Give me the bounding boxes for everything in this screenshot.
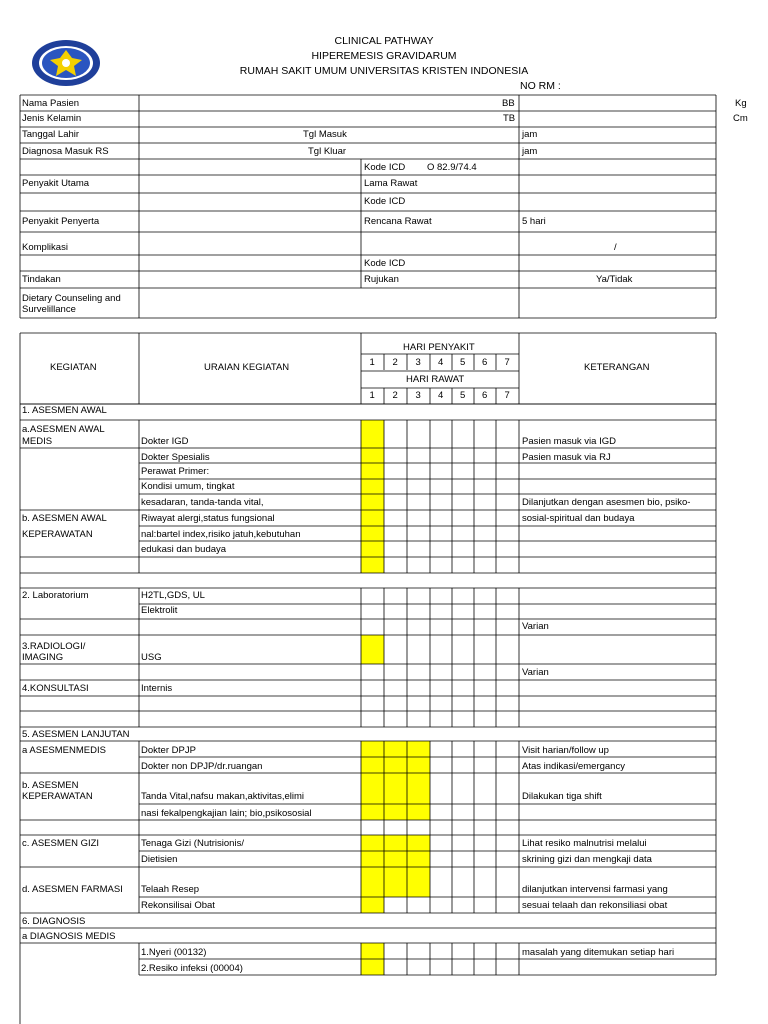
header-keterangan: KETERANGAN (584, 362, 650, 373)
highlight-cell (407, 804, 430, 820)
item-dokter-dpjp: Dokter DPJP (141, 745, 196, 756)
highlight-cell (384, 757, 407, 773)
item-kesadaran: kesadaran, tanda-tanda vital, (141, 497, 264, 508)
item-telaah-resep: Telaah Resep (141, 884, 200, 895)
label-jenis-kelamin: Jenis Kelamin (22, 113, 82, 124)
item-edukasi: edukasi dan budaya (141, 544, 227, 555)
highlight-cell (384, 851, 407, 867)
highlight-cell (407, 773, 430, 804)
day-label: 1 (369, 390, 375, 401)
no-rm-label: NO RM : (520, 80, 561, 92)
item-rekonsiliasi: Rekonsilisai Obat (141, 900, 215, 911)
highlight-cell (361, 463, 384, 479)
section-asesmen-lanjutan: 5. ASESMEN LANJUTAN (22, 729, 130, 740)
label-rencana-rawat: Rencana Rawat (364, 216, 432, 227)
item-nyeri: 1.Nyeri (00132) (141, 947, 207, 958)
section-laboratorium: 2. Laboratorium (22, 590, 89, 601)
item-riwayat: Riwayat alergi,status fungsional (141, 513, 275, 524)
label-asesmen-keperawatan-1: b. ASESMEN (22, 780, 79, 791)
day-label: 4 (438, 390, 444, 401)
day-label: 2 (392, 357, 398, 368)
label-asesmen-awal-keperawatan: b. ASESMEN AWAL (22, 513, 107, 524)
note-varian-2: Varian (522, 667, 549, 678)
highlight-cell (361, 757, 384, 773)
note-asesmen-bio: Dilanjutkan dengan asesmen bio, psiko- (522, 497, 691, 508)
label-komplikasi: Komplikasi (22, 242, 68, 253)
label-diagnosa-masuk: Diagnosa Masuk RS (22, 146, 109, 157)
label-tb: TB (503, 113, 516, 124)
highlight-cell (407, 741, 430, 757)
highlight-cell (407, 851, 430, 867)
day-label: 3 (415, 390, 421, 401)
label-jam-masuk: jam (522, 129, 538, 140)
highlight-cell (361, 897, 384, 913)
value-kode-icd: O 82.9/74.4 (427, 162, 477, 173)
section-radiologi-2: IMAGING (22, 652, 64, 663)
label-asesmen-awal-medis-1: a.ASESMEN AWAL (22, 424, 105, 435)
highlight-cell (384, 741, 407, 757)
header-kegiatan: KEGIATAN (50, 362, 97, 373)
section-asesmen-awal: 1. ASESMEN AWAL (22, 405, 107, 416)
highlight-cell (361, 835, 384, 851)
highlight-cell (407, 835, 430, 851)
note-masalah: masalah yang ditemukan setiap hari (522, 947, 675, 958)
day-label: 7 (504, 390, 510, 401)
highlight-cell (361, 635, 384, 664)
note-pasien-igd: Pasien masuk via IGD (522, 436, 616, 447)
highlight-cell (361, 494, 384, 510)
header-hari-rawat: HARI RAWAT (406, 374, 465, 385)
item-resiko-infeksi: 2.Resiko infeksi (00004) (141, 963, 243, 974)
item-dokter-igd: Dokter IGD (141, 436, 189, 447)
label-cm: Cm (733, 113, 748, 124)
section-radiologi-1: 3.RADIOLOGI/ (22, 641, 86, 652)
label-asesmen-keperawatan-2: KEPERAWATAN (22, 791, 93, 802)
item-elektrolit: Elektrolit (141, 605, 178, 616)
label-jam-keluar: jam (522, 146, 538, 157)
note-skrining: skrining gizi dan mengkaji data (522, 854, 652, 865)
day-label: 6 (482, 357, 488, 368)
highlight-cell (361, 479, 384, 494)
label-kode-icd-2: Kode ICD (364, 196, 406, 207)
highlight-cell (384, 804, 407, 820)
label-nama-pasien: Nama Pasien (22, 98, 80, 109)
label-penyakit-penyerta: Penyakit Penyerta (22, 216, 100, 227)
note-pasien-rj: Pasien masuk via RJ (522, 452, 611, 463)
section-diagnosis: 6. DIAGNOSIS (22, 916, 86, 927)
highlight-cell (384, 867, 407, 897)
label-rujukan: Rujukan (364, 274, 399, 285)
item-dokter-non-dpjp: Dokter non DPJP/dr.ruangan (141, 761, 263, 772)
highlight-cell (361, 741, 384, 757)
highlight-cell (361, 541, 384, 557)
label-tindakan: Tindakan (22, 274, 61, 285)
item-nal: nal:bartel index,risiko jatuh,kebutuhan (141, 529, 301, 540)
form-title: CLINICAL PATHWAY (334, 35, 434, 47)
highlight-cell (361, 867, 384, 897)
highlight-cell (407, 867, 430, 897)
label-bb: BB (502, 98, 515, 109)
highlight-cell (361, 851, 384, 867)
item-h2tl: H2TL,GDS, UL (141, 590, 205, 601)
item-tenaga-gizi: Tenaga Gizi (Nutrisionis/ (141, 838, 244, 849)
day-label: 7 (504, 357, 510, 368)
label-asesmen-farmasi: d. ASESMEN FARMASI (22, 884, 123, 895)
value-ya-tidak: Ya/Tidak (596, 274, 633, 285)
label-tgl-masuk: Tgl Masuk (303, 129, 347, 140)
komplikasi-slash: / (614, 242, 617, 253)
highlight-cell (361, 526, 384, 541)
day-label: 5 (460, 390, 466, 401)
label-diagnosis-medis: a DIAGNOSIS MEDIS (22, 931, 116, 942)
label-penyakit-utama: Penyakit Utama (22, 178, 90, 189)
label-asesmen-gizi: c. ASESMEN GIZI (22, 838, 100, 849)
highlight-cell (361, 804, 384, 820)
highlight-cell (384, 835, 407, 851)
item-perawat-primer: Perawat Primer: (141, 466, 210, 477)
item-dokter-spesialis: Dokter Spesialis (141, 452, 210, 463)
highlight-cell (361, 557, 384, 573)
label-tanggal-lahir: Tanggal Lahir (22, 129, 80, 140)
day-label: 1 (369, 357, 375, 368)
highlight-cell (361, 773, 384, 804)
day-label: 5 (460, 357, 466, 368)
item-usg: USG (141, 652, 162, 663)
highlight-cell (361, 510, 384, 526)
label-kode-icd: Kode ICD (364, 162, 406, 173)
day-label: 4 (438, 357, 444, 368)
label-dietary-2: Survelillance (22, 304, 76, 315)
header-uraian: URAIAN KEGIATAN (204, 362, 290, 373)
label-asesmen-medis: a ASESMENMEDIS (22, 745, 106, 756)
hospital-name: RUMAH SAKIT UMUM UNIVERSITAS KRISTEN INDONESIA (239, 65, 529, 77)
highlight-cell (361, 420, 384, 448)
note-visit: Visit harian/follow up (522, 745, 609, 756)
header-hari-penyakit: HARI PENYAKIT (403, 342, 475, 353)
note-intervensi: dilanjutkan intervensi farmasi yang (522, 884, 668, 895)
item-kondisi: Kondisi umum, tingkat (141, 481, 235, 492)
label-tgl-keluar: Tgl Kluar (308, 146, 347, 157)
highlight-cell (361, 448, 384, 463)
highlight-cell (384, 773, 407, 804)
note-telaah: sesuai telaah dan rekonsiliasi obat (522, 900, 668, 911)
note-malnutrisi: Lihat resiko malnutrisi melalui (522, 838, 647, 849)
note-sosial: sosial-spiritual dan budaya (522, 513, 635, 524)
item-dietisien: Dietisien (141, 854, 178, 865)
note-atas-indikasi: Atas indikasi/emergancy (522, 761, 625, 772)
item-internis: Internis (141, 683, 173, 694)
item-nasi: nasi fekalpengkajian lain; bio,psikososial (141, 808, 312, 819)
label-keperawatan: KEPERAWATAN (22, 529, 93, 540)
section-konsultasi: 4.KONSULTASI (22, 683, 89, 694)
form-subtitle: HIPEREMESIS GRAVIDARUM (311, 50, 457, 62)
value-rencana-rawat: 5 hari (522, 216, 546, 227)
day-label: 6 (482, 390, 488, 401)
note-tiga-shift: Dilakukan tiga shift (522, 791, 602, 802)
label-lama-rawat: Lama Rawat (364, 178, 418, 189)
label-dietary-1: Dietary Counseling and (22, 293, 121, 304)
day-label: 2 (392, 390, 398, 401)
highlight-cell (361, 943, 384, 959)
day-label: 3 (415, 357, 421, 368)
highlight-cell (361, 959, 384, 975)
note-varian-1: Varian (522, 621, 549, 632)
label-asesmen-awal-medis-2: MEDIS (22, 436, 53, 447)
item-tanda-vital: Tanda Vital,nafsu makan,aktivitas,elimi (141, 791, 304, 802)
highlight-cell (407, 757, 430, 773)
label-kode-icd-3: Kode ICD (364, 258, 406, 269)
label-kg: Kg (735, 98, 747, 109)
